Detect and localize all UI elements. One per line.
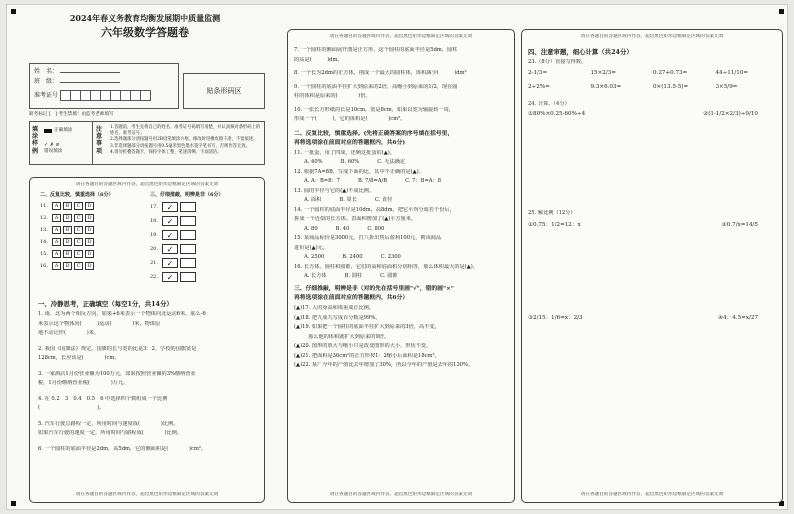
calc-item: 2-1/3= [528,69,548,76]
judge-cross-box[interactable] [180,272,196,282]
option-c: C. 无法确定 [377,159,406,166]
name-label: 姓 名： [34,68,59,75]
choice-row-number: 14. [40,239,48,246]
name-field[interactable] [60,72,120,73]
question-4: 4. 在 0.2 3 0.4 0.5 6 中选择四个数组成一个比例 [38,395,168,402]
calc-item: 2÷2%= [528,84,550,91]
section3-title: 三、仔细推敲，明辨是非（对的先在括号里画"√"，错的画"×" [294,285,454,292]
section4-title: 四、注意审题，细心计算（共24分） [528,48,633,56]
area-banner: 请在各题目的答题区域内作答，超出黑色矩形边框限定区域的答案无效 [329,34,473,39]
choice-option-box[interactable]: B [63,262,72,270]
judge-check-box[interactable]: ✓ [162,216,178,226]
judge-rows [150,202,256,282]
left-answer-area [29,177,265,503]
choice-option-box[interactable]: A [52,214,61,222]
question-10-line2: 形成一个( )，它的体积是( )cm³。 [294,116,406,122]
judge-row [150,202,256,212]
choice-option-box[interactable]: A [52,202,61,210]
question-21: (▲)21. 把面积是36cm²的正方形按1：2缩小后面积是18cm²。 [294,352,440,359]
question-16-options [304,273,510,280]
choice-row-number: 12. [40,215,48,222]
option-a: A. 80 [304,225,318,232]
calc-item: 15×2/3= [590,69,616,76]
question-3-line2: 税，1月份缴纳营业税( )万元。 [38,380,129,386]
calc-item: ②(1-1/2×2/3)÷9/10 [703,110,758,117]
area-banner-bottom: 请在各题目的答题区域内作答，超出黑色矩形边框限定区域的答案无效 [580,492,724,498]
question-3: 3. 一家酒店1月份营业额为100万元，如果按照营业额的3%缴纳营业 [38,370,196,377]
question-11-options [304,159,510,166]
choice-option-box[interactable]: C [74,262,83,270]
judge-row-number: 19. [150,232,158,239]
judge-row-number: 20. [150,246,158,253]
calc-item: 0.27+0.73= [653,69,688,76]
judge-check-box[interactable]: ✓ [162,230,178,240]
choice-option-box[interactable]: D [85,238,94,246]
judge-check-box[interactable]: ✓ [162,258,178,268]
judge-row [150,230,256,240]
judge-row-number: 18. [150,218,158,225]
question-12: 12. 根据7A=8B，写成下面的比，其中不正确的是(▲)。 [294,168,424,175]
area-banner: 请在各题目的答题区域内作答，超出黑色矩形边框限定区域的答案无效 [580,34,724,39]
answer-sheet-page [6,4,788,510]
notice-line: 1.答题前，考生先将自己的姓名、准考证号码填写清楚，并认真核对条形码上的姓名、准考证号。 [110,125,261,137]
middle-answer-area [287,29,515,503]
option-b: B. 40 [335,225,350,232]
choice-option-box[interactable]: D [85,214,94,222]
judge-block-header: 三、仔细推敲，明辨是非（6分） [150,192,224,198]
choice-row [40,262,146,270]
question-20: (▲)20. 图形的放大与缩小只是改变图形的大小，形状不变。 [294,343,432,350]
question-18: (▲)18. 把九成九写成百分数是99%。 [294,314,381,321]
choice-option-box[interactable]: A [52,226,61,234]
option-a: A. 2500 [304,254,325,261]
question-1-line3: 地不动记作( )米。 [38,330,100,336]
judge-row-number: 21. [150,260,158,267]
question-19-line2: 那么他的体积就扩大到原来的9倍。 [308,333,390,340]
choice-option-box[interactable]: A [52,238,61,246]
digit-cell[interactable] [140,90,151,101]
question-9: 9. 一个圆柱的底面半径扩大到原来的2倍，高缩小到原来的1/2，现在圆 [294,83,458,90]
option-c: C. 7：B=A：8 [405,178,442,185]
fill-example-title: 填涂样例 [32,126,39,155]
judge-check-box[interactable]: ✓ [162,272,178,282]
notice-list [110,125,262,156]
question-25-row1 [528,222,778,229]
choice-row [40,238,146,246]
question-14-options [304,226,510,233]
wrong-fill-sample: ✓ ✗ ⊘ [44,141,60,148]
paper-title: 六年级数学答题卷 [101,26,189,39]
correct-fill-sample [44,129,52,133]
calc-item: 3×5/9= [715,84,738,91]
option-b: B. 7/8=A/B [357,178,388,185]
choice-option-box[interactable]: A [52,250,61,258]
judge-row-number: 22. [150,274,158,281]
alignment-mark [779,9,784,14]
fill-blank-section [38,298,260,455]
area-banner-bottom: 请在各题目的答题区域内作答，超出黑色矩形边框限定区域的答案无效 [329,492,473,498]
choice-option-box[interactable]: D [85,262,94,270]
proportion-item: ①0.75：1/2=12：x [528,222,581,229]
area-banner-bottom: 请在各题目的答题区域内作答，超出黑色矩形边框限定区域的答案无效 [75,492,219,498]
judge-check-box[interactable]: ✓ [162,244,178,254]
choice-row-number: 11. [40,203,48,210]
choice-rows [40,202,146,270]
mental-calc-grid [528,70,778,92]
option-a: A. 面积 [304,197,322,204]
question-4-line2: ( )。 [38,405,105,411]
judge-cross-box[interactable] [180,244,196,254]
proportion-item: ④4：4.5=x/27 [718,315,758,322]
section3-title-line2: 再将选项涂在前面对应的答题框内，共6分） [294,295,409,302]
choice-option-box[interactable]: B [63,238,72,246]
proportion-item: ③2/15：1/6=x：2/3 [528,315,583,322]
class-field[interactable] [60,82,120,83]
option-a: A. A：B=8：7 [304,178,340,185]
choice-option-box[interactable]: D [85,202,94,210]
option-a: A. 40% [304,159,323,166]
option-c: C. 2300 [380,254,401,261]
choice-row-number: 16. [40,263,48,270]
area-banner: 请在各题目的答题区域内作答，超出黑色矩形边框限定区域的答案无效 [75,182,219,187]
question-2-line2: 128cm，长应该是( )cm。 [38,355,120,361]
calc-item: 44÷11/10= [715,69,749,76]
choice-option-box[interactable]: C [74,250,83,258]
proportion-item: ②0.7/x=14/5 [721,222,758,229]
notice-title: 注意事项 [96,126,103,155]
calc-item: 0×(13.5-5)= [653,84,689,91]
question-24-items [528,111,778,118]
question-24: 24. 计算。（4分） [528,101,570,108]
instructions-box [29,121,265,165]
choice-option-box[interactable]: B [63,214,72,222]
judge-row-number: 17. [150,204,158,211]
question-14-line2: 拼成一个近似的长方体。表面积增加了(▲)平方厘米。 [294,216,417,223]
barcode-area [183,73,265,109]
option-c: C. 直径 [374,197,393,204]
admission-label: 准考证号 [34,91,59,99]
question-1-line2: 米表示这个物体向( )运动( )米，物体原 [38,320,161,327]
absent-note: 缺考标记 [ ] 考生禁填！由监考老师填写 [29,112,114,117]
choice-row-number: 15. [40,251,48,258]
choice-option-box[interactable]: C [74,226,83,234]
question-13-options [304,197,510,204]
question-9-line2: 柱的体积是原来的( )倍。 [294,93,371,99]
notice-line: 4.请勿折叠答题卡，保持字体工整、笔迹清晰、卡面清洁。 [110,149,222,155]
choice-answer-block [40,192,146,274]
alignment-mark [11,501,16,506]
section1-title: 一、冷静思考，正确填空（每空1分，共14分） [38,300,173,308]
question-6: 6. 一个圆柱的底面半径是2dm，高5dm，它的侧面积是( )cm²。 [38,445,207,452]
question-5-line2: 如果汽车行驶的速度一定，所用时间与路程成( )比例。 [38,430,183,436]
question-2: 2. 我国《国旗法》规定，国旗的长与宽的比是3：2，学校的国旗宽是 [38,345,197,352]
judge-cross-box[interactable] [180,202,196,212]
choice-option-box[interactable]: A [52,262,61,270]
judge-row [150,244,256,254]
choice-option-box[interactable]: B [63,202,72,210]
question-7-line2: 的高是( )dm。 [294,56,343,63]
choice-row [40,226,146,234]
option-a: A. 长方体 [304,273,327,280]
question-25-row2 [528,315,778,322]
choice-option-box[interactable]: B [63,250,72,258]
barcode-area-label: 贴条形码区 [206,86,242,95]
judge-row [150,258,256,268]
choice-row [40,202,146,210]
option-b: B. 周长 [339,197,357,204]
judge-row [150,272,256,282]
question-16: 16. 长方体、圆柱和圆锥，它们的高和底面积分别相等，那么体积最大的是(▲)。 [294,263,478,270]
notice-line: 2.选择题部分请按题号用2B铅笔填涂方框，修改时用橡皮擦干净，不留痕迹。 [110,137,258,143]
question-12-options [304,178,510,185]
correct-fill-label: 正确填涂 [54,128,73,133]
question-11: 11. 一批蛋，用了四成，还剩这批蛋的(▲)。 [294,149,395,156]
question-8: 8. 一个长为2dm的正方体，削成一个最大的圆柱体，体积减少( )dm³ [294,70,467,76]
choice-option-box[interactable]: B [63,226,72,234]
notice-line: 3.非选择题部分请按题号用0.5毫米黑色墨水签字笔书写，否则作答无效。 [110,143,250,149]
class-label: 班 级： [34,78,59,85]
question-10: 10. 一张长方形纸的长是10cm，宽是8cm，如果以宽为轴旋转一周， [294,106,454,113]
choice-option-box[interactable]: C [74,238,83,246]
question-5: 5. 汽车行驶总路程一定，所用时间与速度成( )比例。 [38,420,179,427]
question-14: 14. 一个圆柱的底面半径是10dm，高8dm，把它平均分成若干份后， [294,206,455,213]
question-1: 1. 南、北为两个相反方向，如果+6米表示一个物体向北运动6米，那么-6 [38,311,206,317]
choice-option-box[interactable]: D [85,250,94,258]
choice-row [40,250,146,258]
column-left [21,13,269,40]
choice-row [40,214,146,222]
judge-check-box[interactable]: ✓ [162,202,178,212]
alignment-mark [11,9,16,14]
choice-option-box[interactable]: C [74,214,83,222]
judge-cross-box[interactable] [180,258,196,268]
option-c: C. 800 [367,225,385,232]
question-19: (▲)19. 如果把一个圆柱的底面半径扩大到原来的3倍，高不变， [294,324,440,331]
option-b: B. 2400 [342,254,363,261]
question-7: 7. 一个圆柱的侧面展开图是正方形，这个圆柱的底面半径是5dm，圆柱 [294,47,458,53]
right-answer-area [521,29,783,503]
question-15-options [304,254,510,261]
section2-title: 二、反复比较，慎重选择。(先将正确答案的序号填在括号里， [294,130,454,137]
wrong-fill-label: 错误填涂 [44,148,63,154]
question-13: 13. 圆的半径与它的(▲)不成比例。 [294,187,375,194]
question-17: (▲)17. 人的身高和体重成正比例。 [294,305,375,312]
calc-item: 9.3×6.03= [590,84,622,91]
option-b: B. 60% [340,159,360,166]
judge-answer-block [150,192,256,286]
question-15: 15. 某商品标价是3000元，打八折出售后盈利100元，则该商品 [294,235,442,242]
section2-title-line2: 再将选项涂在前面对应的答题框内，共6分) [294,139,406,146]
admission-number-grid [34,90,150,101]
student-info-box [29,63,179,109]
judge-cross-box[interactable] [180,230,196,240]
calc-item: ①80%×0.25-60%÷4 [528,110,586,117]
judge-cross-box[interactable] [180,216,196,226]
option-c: C. 圆锥 [380,273,398,280]
exam-title: 2024年春义务教育均衡发展期中质量监测 [69,13,221,23]
choice-option-box[interactable]: C [74,202,83,210]
question-22: (▲)22. 某厂今年的产值比去年增加了30%，所以今年的产值是去年的130%。 [294,362,474,369]
question-15-line2: 进价是(▲)元。 [294,244,328,251]
question-25: 25. 解比例（12分） [528,209,576,216]
choice-option-box[interactable]: D [85,226,94,234]
choice-row-number: 13. [40,227,48,234]
judge-row [150,216,256,226]
question-23: 23.（8分）直接写得数。 [528,59,587,65]
choice-block-header: 二、反复比较，慎重选择（6分） [40,192,114,198]
option-b: B. 圆柱 [344,273,363,280]
